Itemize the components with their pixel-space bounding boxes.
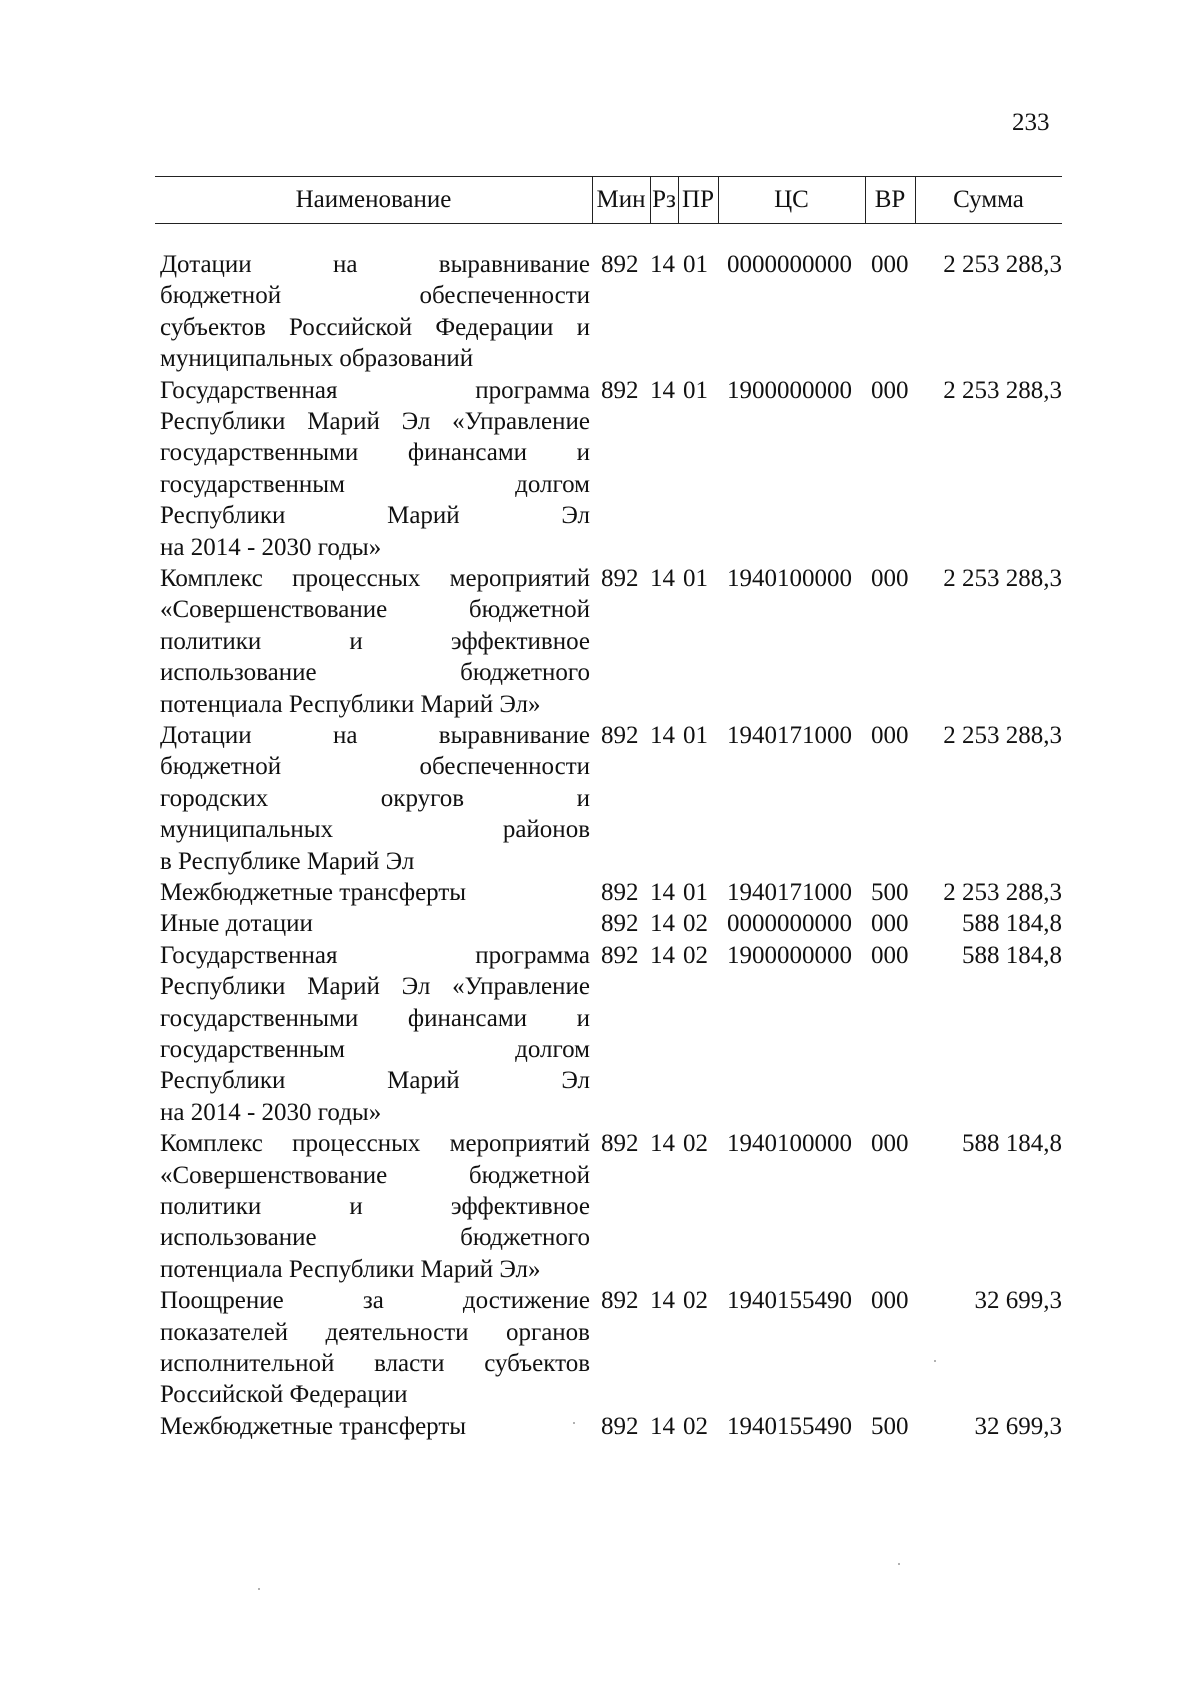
row-vr: 500 (871, 879, 909, 906)
row-name-line: «Совершенствование бюджетной (160, 1161, 590, 1189)
row-name (160, 563, 590, 720)
row-name (160, 375, 590, 563)
row-vr: 000 (871, 376, 909, 404)
row-name (160, 1285, 590, 1411)
row-name-line: на 2014 - 2030 годы» (160, 533, 382, 561)
row-pr: 02 (683, 941, 708, 969)
row-name-line: Республики Марий Эл «Управление (160, 407, 590, 435)
row-rz: 14 (650, 1287, 675, 1315)
row-name-line: Поощрение за достижение (160, 1287, 590, 1315)
row-name-line: показателей деятельности органов (160, 1318, 590, 1346)
row-sum: 588 184,8 (962, 910, 1062, 938)
row-min: 892 (601, 722, 639, 749)
row-name-line: в Республике Марий Эл (160, 847, 415, 875)
row-sum: 2 253 288,3 (943, 879, 1062, 906)
row-rz: 14 (650, 722, 675, 749)
row-rz: 14 (650, 941, 675, 969)
row-pr: 02 (683, 1130, 708, 1158)
row-sum: 32 699,3 (974, 1287, 1062, 1315)
row-sum: 2 253 288,3 (943, 376, 1062, 404)
row-name-line: городских округов и (160, 784, 590, 812)
row-vr: 000 (871, 1130, 909, 1158)
page-number: 233 (1012, 109, 1050, 136)
row-name-line: субъектов Российской Федерации и (160, 313, 590, 341)
row-pr: 01 (683, 722, 708, 749)
row-name-line: Комплекс процессных мероприятий (160, 565, 590, 592)
row-min: 892 (601, 879, 639, 906)
row-name-line: Российской Федерации (160, 1381, 408, 1409)
scan-speck (898, 1563, 900, 1565)
row-name (160, 249, 590, 375)
row-name-line: Иные дотации (160, 910, 313, 938)
row-name-line: Республики Марий Эл «Управление (160, 973, 590, 1001)
row-min: 892 (601, 1130, 639, 1158)
row-name-line: политики и эффективное (160, 1192, 590, 1220)
scan-speck (258, 1588, 260, 1590)
row-min: 892 (601, 376, 639, 404)
row-cs: 1940100000 (727, 1130, 852, 1158)
row-cs: 1940155490 (727, 1287, 852, 1315)
row-vr: 000 (871, 941, 909, 969)
row-sum: 32 699,3 (974, 1412, 1062, 1440)
row-pr: 01 (683, 251, 708, 278)
row-pr: 02 (683, 1412, 708, 1440)
row-pr: 01 (683, 565, 708, 592)
row-cs: 1940100000 (727, 565, 852, 592)
row-name-line: Республики Марий Эл (160, 1067, 590, 1095)
row-name (160, 1411, 590, 1442)
row-name-line: на 2014 - 2030 годы» (160, 1098, 382, 1126)
row-name-line: потенциала Республики Марий Эл» (160, 690, 541, 718)
row-rz: 14 (650, 879, 675, 906)
row-min: 892 (601, 910, 639, 938)
row-cs: 1900000000 (727, 376, 852, 404)
row-vr: 000 (871, 251, 909, 278)
header-vr: ВР (874, 186, 906, 213)
row-cs: 0000000000 (727, 251, 852, 278)
row-sum: 2 253 288,3 (943, 722, 1062, 749)
row-name-line: муниципальных районов (160, 816, 590, 844)
row-sum: 588 184,8 (962, 941, 1062, 969)
row-sum: 588 184,8 (962, 1130, 1062, 1158)
row-sum: 2 253 288,3 (943, 565, 1062, 592)
row-name-line: политики и эффективное (160, 627, 590, 655)
header-rz: Рз (652, 186, 676, 213)
row-name-line: Межбюджетные трансферты (160, 879, 467, 906)
row-name-line: государственными финансами и (160, 1004, 590, 1032)
header-min: Мин (596, 186, 646, 213)
row-pr: 02 (683, 1287, 708, 1315)
row-pr: 01 (683, 879, 708, 906)
row-name-line: государственным долгом (160, 1035, 590, 1063)
row-name-line: использование бюджетного (160, 659, 590, 687)
row-cs: 1940171000 (727, 879, 852, 906)
row-name (160, 1128, 590, 1285)
row-sum: 2 253 288,3 (943, 251, 1062, 278)
row-min: 892 (601, 941, 639, 969)
row-rz: 14 (650, 910, 675, 938)
header-sum: Сумма (953, 186, 1024, 213)
header-cs: ЦС (774, 186, 809, 213)
row-name-line: Государственная программа (160, 941, 590, 969)
row-rz: 14 (650, 251, 675, 278)
row-rz: 14 (650, 1130, 675, 1158)
row-name (160, 940, 590, 1128)
row-rz: 14 (650, 1412, 675, 1440)
row-min: 892 (601, 1287, 639, 1315)
row-name-line: «Совершенствование бюджетной (160, 596, 590, 624)
row-name-line: государственными финансами и (160, 439, 590, 467)
row-min: 892 (601, 565, 639, 592)
row-min: 892 (601, 251, 639, 278)
row-name-line: Комплекс процессных мероприятий (160, 1130, 590, 1158)
row-vr: 000 (871, 1287, 909, 1315)
row-vr: 000 (871, 722, 909, 749)
header-pr: ПР (682, 186, 714, 213)
row-rz: 14 (650, 565, 675, 592)
row-name-line: муниципальных образований (160, 345, 474, 373)
row-rz: 14 (650, 376, 675, 404)
row-pr: 01 (683, 376, 708, 404)
row-pr: 02 (683, 910, 708, 938)
row-name-line: исполнительной власти субъектов (160, 1349, 590, 1377)
row-cs: 1940155490 (727, 1412, 852, 1440)
row-name (160, 720, 590, 877)
header-name: Наименование (295, 186, 452, 213)
row-name-line: Государственная программа (160, 376, 590, 404)
row-vr: 500 (871, 1412, 909, 1440)
row-name-line: Дотации на выравнивание (160, 722, 590, 749)
row-name-line: Республики Марий Эл (160, 502, 590, 530)
row-name-line: государственным долгом (160, 470, 590, 498)
row-name (160, 908, 590, 939)
row-vr: 000 (871, 565, 909, 592)
row-name-line: потенциала Республики Марий Эл» (160, 1255, 541, 1283)
row-name-line: Межбюджетные трансферты (160, 1412, 467, 1440)
row-min: 892 (601, 1412, 639, 1440)
row-name-line: бюджетной обеспеченности (160, 753, 590, 781)
row-name-line: бюджетной обеспеченности (160, 282, 590, 310)
row-cs: 1940171000 (727, 722, 852, 749)
row-cs: 0000000000 (727, 910, 852, 938)
row-name-line: Дотации на выравнивание (160, 251, 590, 278)
table-header (155, 176, 1062, 224)
scan-speck (934, 1360, 936, 1362)
scan-speck (573, 1422, 575, 1424)
row-name-line: использование бюджетного (160, 1224, 590, 1252)
row-vr: 000 (871, 910, 909, 938)
row-cs: 1900000000 (727, 941, 852, 969)
row-name (160, 877, 590, 908)
